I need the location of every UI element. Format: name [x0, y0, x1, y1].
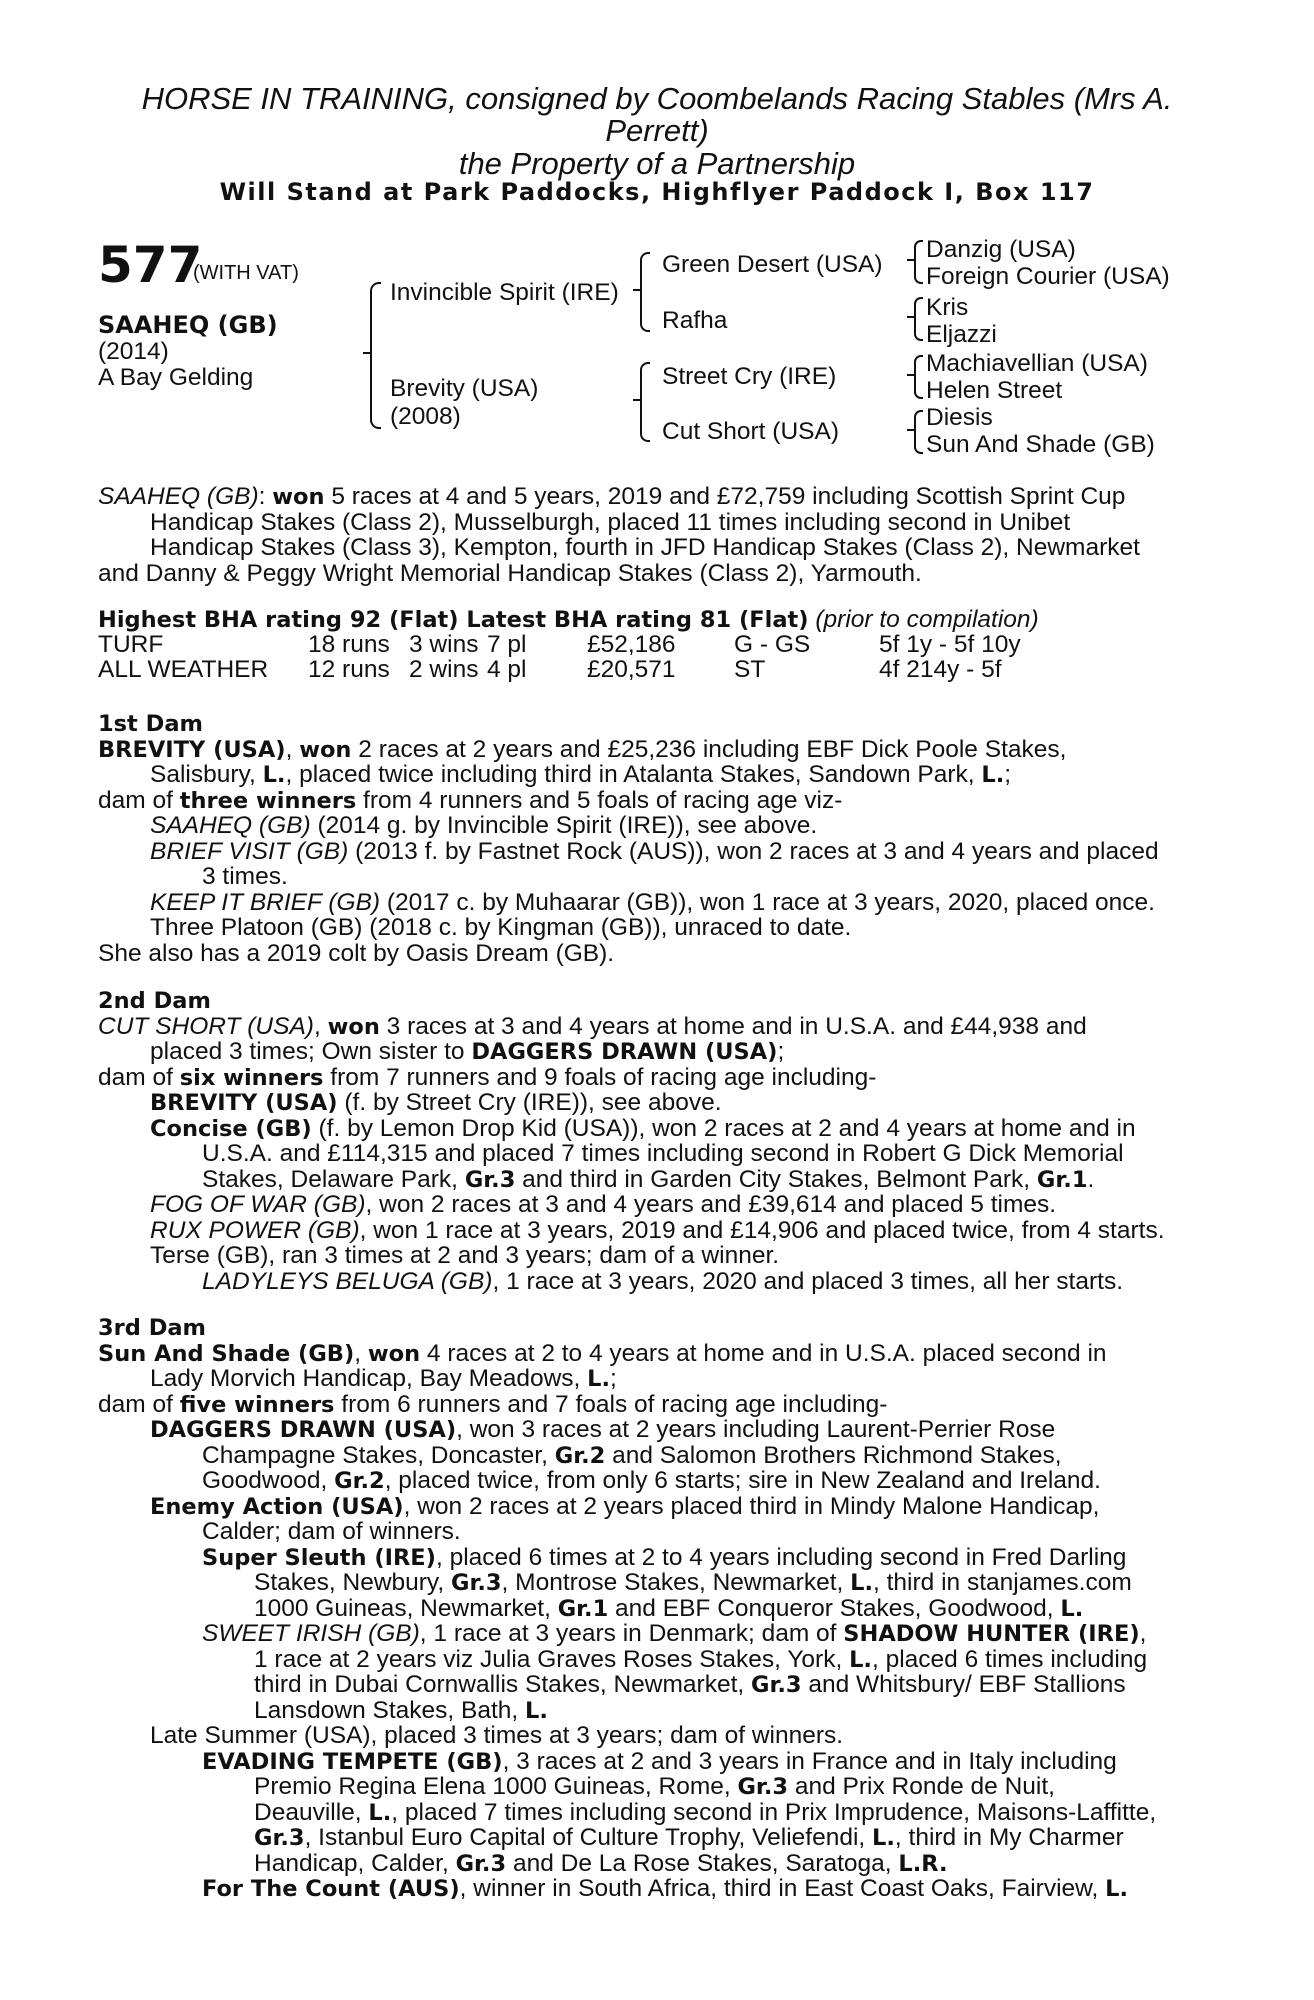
grade: L. [849, 1647, 872, 1673]
performance-table [98, 632, 1021, 682]
text: (f. by Lemon Drop Kid (USA)), won 2 races at 2 and 4 years at home and in [311, 1115, 1136, 1142]
pedigree-dam-dam: Cut Short (USA) [662, 418, 839, 445]
pedigree-sire-sire: Green Desert (USA) [662, 251, 883, 278]
text: , won 2 races at 3 and 4 years and £39,614 and placed 5 times. [365, 1191, 1057, 1218]
summary-line: Handicap Stakes (Class 3), Kempton, fourth in JFD Handicap Stakes (Class 2), Newmarket [150, 534, 1140, 561]
grade: L. [850, 1570, 874, 1596]
dam2-line [150, 1039, 1202, 1066]
dam1-line [150, 813, 1202, 839]
header-property-line: the Property of a Partnership [458, 146, 856, 181]
dam1-line [150, 762, 1202, 789]
text: placed 3 times; Own sister to [150, 1038, 472, 1065]
pedigree-gen3-item: Danzig (USA) [926, 236, 1076, 263]
text: dam of [98, 787, 180, 814]
text: Deauville, [254, 1799, 369, 1826]
dam3-line [254, 1570, 1202, 1597]
grade: Gr.2 [554, 1443, 606, 1469]
text: , Istanbul Euro Capital of Culture Trophy, Veliefendi, [304, 1824, 873, 1851]
pedigree-brace-gen3-4 [914, 410, 923, 454]
text: Champagne Stakes, Doncaster, [202, 1442, 555, 1469]
header-consignor-line-cont: Perrett) [605, 113, 709, 148]
table-cell: 12 runs [308, 656, 390, 683]
table-cell: 18 runs [308, 631, 390, 658]
dam-name: BREVITY (USA) [98, 737, 286, 763]
text: , third in My Charmer [894, 1824, 1124, 1851]
section-heading-2nd-dam: 2nd Dam [98, 988, 211, 1014]
won-label: won [272, 484, 325, 510]
pedigree-brace-point [907, 259, 915, 261]
grade: Gr.2 [334, 1468, 385, 1494]
dam3-line [98, 1392, 1202, 1419]
text: and Whitsbury/ EBF Stallions [801, 1671, 1126, 1698]
grade: Gr.3 [737, 1774, 789, 1800]
table-cell: 2 wins [409, 656, 479, 683]
grade: L. [1060, 1596, 1084, 1622]
dam2-line [98, 1065, 1202, 1092]
grade: Gr.3 [751, 1672, 802, 1698]
dam1-line [150, 839, 1202, 865]
grade: L. [981, 762, 1005, 788]
dam1-line [150, 890, 1202, 916]
dam3-line [254, 1774, 1202, 1801]
table-cell: 7 pl [487, 631, 527, 658]
text: 4 races at 2 to 4 years at home and in U.S.A. placed second in [420, 1340, 1107, 1367]
progeny-name: BREVITY (USA) [150, 1090, 338, 1116]
grade: Gr.3 [254, 1825, 305, 1851]
text: 5 races at 4 and 5 years, 2019 and £72,759 including Scottish Sprint Cup [324, 483, 1126, 510]
winners-count: three winners [179, 788, 357, 814]
lot-number: 577 [98, 236, 203, 294]
table-cell: 4 pl [487, 656, 527, 683]
dam3-line [202, 1621, 1202, 1648]
progeny-name: For The Count (AUS) [202, 1876, 460, 1902]
text: 1 race at 2 years viz Julia Graves Roses Stakes, York, [254, 1646, 850, 1673]
grade: L. [587, 1366, 611, 1392]
won-label: won [327, 1014, 380, 1040]
dam1-line [98, 788, 1202, 815]
text: , placed 6 times including [871, 1646, 1148, 1673]
text: , 1 race at 3 years, 2020 and placed 3 times, all her starts. [492, 1268, 1124, 1295]
dam-name: CUT SHORT (USA) [98, 1013, 314, 1040]
pedigree-brace-main [370, 282, 381, 429]
text: and Prix Ronde de Nuit, [788, 1773, 1055, 1800]
table-row [98, 632, 1021, 657]
text: , [354, 1340, 368, 1367]
grade: Gr.1 [1036, 1167, 1088, 1193]
dam3-line [202, 1443, 1202, 1470]
progeny-name: EVADING TEMPETE (GB) [202, 1749, 503, 1775]
table-cell: TURF [98, 631, 164, 658]
dam3-line [202, 1545, 1202, 1572]
dam1-line: Three Platoon (GB) (2018 c. by Kingman (GB)), unraced to date. [150, 914, 852, 941]
pedigree-sire-dam: Rafha [662, 307, 728, 334]
pedigree-gen3-item: Helen Street [926, 377, 1063, 404]
text: , [285, 736, 300, 763]
pedigree-brace-point [907, 374, 915, 376]
horse-description: A Bay Gelding [98, 364, 254, 391]
header-consignor-line: HORSE IN TRAINING, consigned by Coombelands Racing Stables (Mrs A. [141, 81, 1173, 116]
winners-count: five winners [179, 1392, 335, 1418]
horse-name: SHADOW HUNTER (IRE) [843, 1621, 1140, 1647]
text: from 6 runners and 7 foals of racing age including- [334, 1391, 888, 1418]
lot-vat: (WITH VAT) [193, 262, 299, 284]
summary-line [98, 484, 1202, 511]
text: and EBF Conqueror Stakes, Goodwood, [608, 1595, 1061, 1622]
table-cell: 3 wins [409, 631, 479, 658]
text: from 7 runners and 9 foals of racing age including- [323, 1064, 877, 1091]
pedigree-gen3-item: Diesis [926, 404, 993, 431]
dam2-line: Terse (GB), ran 3 times at 2 and 3 years; dam of a winner. [150, 1242, 780, 1269]
pedigree-gen3-item: Machiavellian (USA) [926, 350, 1148, 377]
progeny-name: RUX POWER (GB) [150, 1217, 360, 1244]
dam2-line [202, 1167, 1202, 1194]
text: , [313, 1013, 328, 1040]
text: and third in Garden City Stakes, Belmont Park, [515, 1166, 1037, 1193]
dam3-line [150, 1417, 1202, 1444]
progeny-name: LADYLEYS BELUGA (GB) [202, 1268, 493, 1295]
text: ; [777, 1038, 785, 1065]
table-cell: ALL WEATHER [98, 656, 269, 683]
table-cell: G - GS [734, 631, 811, 658]
text: 1000 Guineas, Newmarket, [254, 1595, 558, 1622]
text: (2013 f. by Fastnet Rock (AUS)), won 2 races at 3 and 4 years and placed [348, 838, 1159, 865]
text: , 3 races at 2 and 3 years in France and in Italy including [502, 1748, 1117, 1775]
dam3-line [254, 1596, 1202, 1623]
text: , [1139, 1620, 1147, 1647]
grade: L. [368, 1800, 392, 1826]
table-row [98, 657, 1021, 682]
grade: L. [525, 1698, 548, 1724]
dam3-line [150, 1366, 1202, 1393]
grade: L. [872, 1825, 895, 1851]
pedigree-sire: Invincible Spirit (IRE) [390, 279, 619, 306]
summary-line: Handicap Stakes (Class 2), Musselburgh, placed 11 times including second in Unibet [150, 509, 1071, 536]
pedigree-gen3-item: Foreign Courier (USA) [926, 263, 1170, 290]
table-cell: 4f 214y - 5f [879, 656, 1002, 683]
pedigree-dam-sire: Street Cry (IRE) [662, 363, 837, 390]
table-cell: 5f 1y - 5f 10y [879, 631, 1021, 658]
dam3-line [254, 1825, 1202, 1852]
text: , winner in South Africa, third in East Coast Oaks, Fairview, [459, 1875, 1106, 1902]
pedigree-dam: Brevity (USA) [390, 375, 539, 402]
dam1-line: 3 times. [202, 863, 288, 890]
text: Goodwood, [202, 1467, 335, 1494]
text: (f. by Street Cry (IRE)), see above. [337, 1089, 722, 1116]
dam-name: Sun And Shade (GB) [98, 1341, 355, 1367]
pedigree-dam-year: (2008) [390, 403, 461, 430]
pedigree-brace-gen3-3 [914, 355, 923, 399]
progeny-name: Concise (GB) [150, 1116, 312, 1142]
progeny-name: SAAHEQ (GB) [150, 812, 311, 839]
pedigree-brace-dam [640, 362, 650, 442]
text: Salisbury, [150, 761, 263, 788]
grade: L.R. [898, 1851, 948, 1877]
text: Stakes, Newbury, [254, 1569, 451, 1596]
text: , won 2 races at 2 years placed third in Mindy Malone Handicap, [403, 1493, 1100, 1520]
dam2-line [150, 1090, 1202, 1117]
pedigree-brace-point [633, 399, 641, 401]
section-heading-1st-dam: 1st Dam [98, 711, 203, 737]
dam2-line [150, 1218, 1202, 1244]
text: 3 races at 3 and 4 years at home and in U.S.A. and £44,938 and [379, 1013, 1087, 1040]
dam3-line [98, 1341, 1202, 1368]
text: Lady Morvich Handicap, Bay Meadows, [150, 1365, 588, 1392]
text: ; [610, 1365, 617, 1392]
grade: L. [1105, 1876, 1128, 1902]
text: (2014 g. by Invincible Spirit (IRE)), see above. [310, 812, 818, 839]
text: 2 races at 2 years and £25,236 including EBF Dick Poole Stakes, [351, 736, 1067, 763]
text: Handicap, Calder, [254, 1850, 456, 1877]
dam3-line: Calder; dam of winners. [202, 1518, 461, 1545]
table-cell: ST [734, 656, 766, 683]
summary-line: and Danny & Peggy Wright Memorial Handicap Stakes (Class 2), Yarmouth. [98, 560, 922, 587]
dam3-line: Late Summer (USA), placed 3 times at 3 years; dam of winners. [150, 1722, 844, 1749]
won-label: won [299, 737, 352, 763]
grade: Gr.1 [557, 1596, 609, 1622]
winners-count: six winners [179, 1065, 324, 1091]
grade: Gr.3 [455, 1851, 507, 1877]
text: : [258, 483, 273, 510]
progeny-name: FOG OF WAR (GB) [150, 1191, 366, 1218]
dam2-line: U.S.A. and £114,315 and placed 7 times including second in Robert G Dick Memorial [202, 1140, 1124, 1167]
dam3-line [254, 1851, 1202, 1878]
pedigree-gen3-item: Kris [926, 294, 969, 321]
pedigree-brace-point [907, 429, 915, 431]
text: ; [1004, 761, 1012, 788]
dam3-line [202, 1876, 1202, 1903]
pedigree-brace-gen3-1 [914, 240, 923, 284]
dam3-line [202, 1468, 1202, 1495]
table-cell: £20,571 [587, 656, 676, 683]
progeny-name: Super Sleuth (IRE) [202, 1545, 436, 1571]
horse-year: (2014) [98, 338, 169, 365]
text: , placed twice including third in Atalanta Stakes, Sandown Park, [285, 761, 982, 788]
dam3-line [254, 1800, 1202, 1827]
dam3-line [202, 1749, 1202, 1776]
progeny-name: Enemy Action (USA) [150, 1494, 404, 1520]
grade: Gr.3 [450, 1570, 502, 1596]
header-location-line: Will Stand at Park Paddocks, Highflyer Paddock I, Box 117 [219, 178, 1095, 206]
grade: Gr.3 [464, 1167, 516, 1193]
pedigree-gen3-item: Sun And Shade (GB) [926, 431, 1155, 458]
horse-name-ref: SAAHEQ (GB) [98, 483, 259, 510]
dam3-line [254, 1672, 1202, 1699]
text: from 4 runners and 5 foals of racing age viz- [356, 787, 843, 814]
ratings-note: (prior to compilation) [808, 606, 1039, 633]
ratings-line [98, 606, 1039, 634]
progeny-name: BRIEF VISIT (GB) [150, 838, 349, 865]
text: , Montrose Stakes, Newmarket, [501, 1569, 851, 1596]
text: third in Dubai Cornwallis Stakes, Newmarket, [254, 1671, 751, 1698]
text: Premio Regina Elena 1000 Guineas, Rome, [254, 1773, 738, 1800]
grade: L. [262, 762, 286, 788]
progeny-name: KEEP IT BRIEF (GB) [150, 889, 381, 916]
pedigree-brace-point [363, 352, 371, 354]
text: and De La Rose Stakes, Saratoga, [506, 1850, 899, 1877]
text: Lansdown Stakes, Bath, [254, 1697, 526, 1724]
text: , won 3 races at 2 years including Laurent-Perrier Rose [456, 1416, 1056, 1443]
dam3-line [150, 1494, 1202, 1521]
horse-name: SAAHEQ (GB) [98, 311, 278, 339]
text: . [1087, 1166, 1095, 1193]
text: Stakes, Delaware Park, [202, 1166, 465, 1193]
dam1-line: She also has a 2019 colt by Oasis Dream (GB). [98, 940, 615, 967]
ratings-text: Highest BHA rating 92 (Flat) Latest BHA rating 81 (Flat) [98, 607, 809, 633]
pedigree-gen3-item: Eljazzi [926, 321, 997, 348]
text: dam of [98, 1064, 180, 1091]
table-cell: £52,186 [587, 631, 676, 658]
dam2-line [150, 1192, 1202, 1218]
text: , won 1 race at 3 years, 2019 and £14,906 and placed twice, from 4 starts. [359, 1217, 1165, 1244]
won-label: won [367, 1341, 421, 1367]
horse-name: DAGGERS DRAWN (USA) [471, 1039, 778, 1065]
text: , placed 7 times including second in Prix Imprudence, Maisons-Laffitte, [391, 1799, 1157, 1826]
section-heading-3rd-dam: 3rd Dam [98, 1315, 206, 1341]
pedigree-brace-point [907, 316, 915, 318]
dam2-line [98, 1014, 1202, 1041]
text: , placed twice, from only 6 starts; sire in New Zealand and Ireland. [384, 1467, 1101, 1494]
dam1-line [98, 737, 1202, 764]
dam2-line [202, 1269, 1202, 1295]
text: , 1 race at 3 years in Denmark; dam of [419, 1620, 844, 1647]
progeny-name: DAGGERS DRAWN (USA) [150, 1417, 457, 1443]
text: , third in stanjames.com [873, 1569, 1132, 1596]
dam2-line [150, 1116, 1202, 1143]
text: , placed 6 times at 2 to 4 years including second in Fred Darling [435, 1544, 1127, 1571]
text: (2017 c. by Muhaarar (GB)), won 1 race at 3 years, 2020, placed once. [380, 889, 1155, 916]
dam3-line [254, 1647, 1202, 1674]
pedigree-brace-point [633, 289, 641, 291]
pedigree-brace-gen3-2 [914, 297, 923, 341]
text: and Salomon Brothers Richmond Stakes, [605, 1442, 1062, 1469]
dam3-line [254, 1698, 1202, 1725]
pedigree-brace-sire [640, 252, 650, 332]
text: dam of [98, 1391, 180, 1418]
progeny-name: SWEET IRISH (GB) [202, 1620, 420, 1647]
